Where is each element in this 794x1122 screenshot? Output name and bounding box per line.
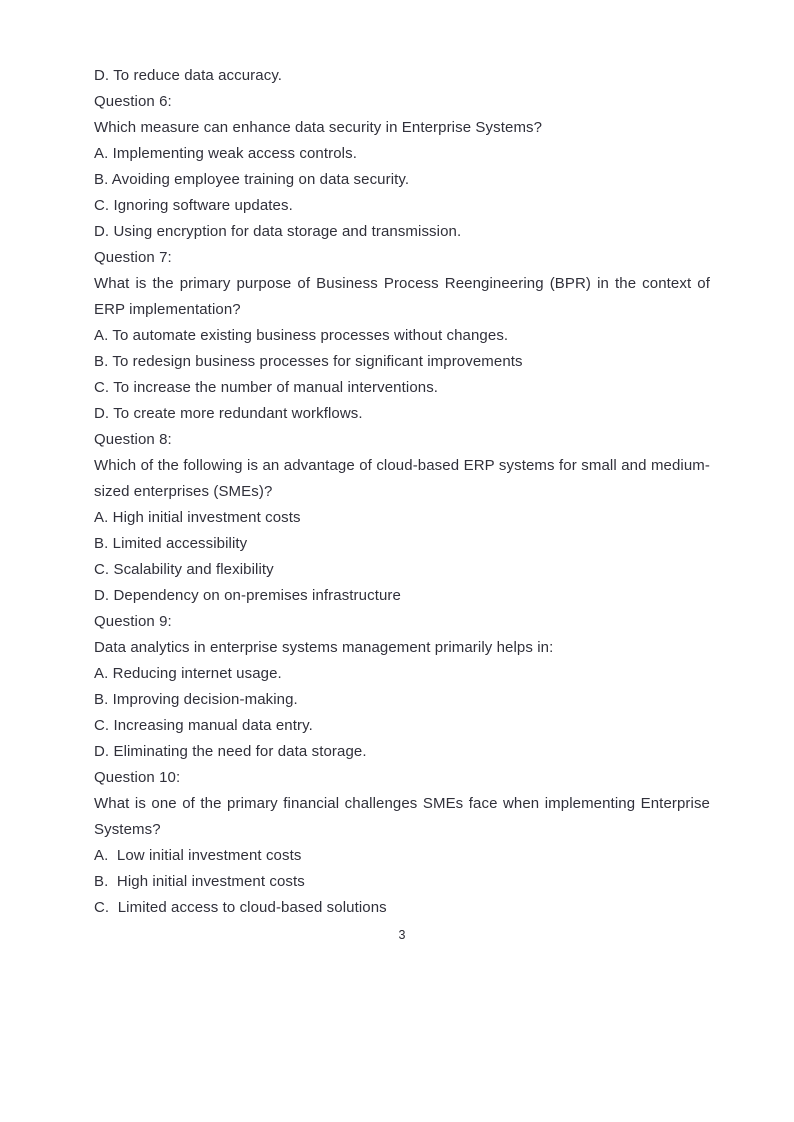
question-7-stem-line-2: ERP implementation? xyxy=(94,301,241,318)
question-6-option-a: A. Implementing weak access controls. xyxy=(94,145,357,162)
question-8-stem-line-1: Which of the following is an advantage of cloud-based ERP systems for small and medium- xyxy=(94,457,710,474)
question-10-stem-line-2: Systems? xyxy=(94,821,161,838)
question-6-option-b: B. Avoiding employee training on data security. xyxy=(94,171,410,188)
question-7-option-d: D. To create more redundant workflows. xyxy=(94,405,363,422)
question-7-label: Question 7: xyxy=(94,249,172,266)
question-10-label: Question 10: xyxy=(94,769,181,786)
question-8-option-d: D. Dependency on on-premises infrastructure xyxy=(94,587,401,604)
question-6-option-d: D. Using encryption for data storage and transmission. xyxy=(94,223,462,240)
question-8-label: Question 8: xyxy=(94,431,172,448)
question-9-label: Question 9: xyxy=(94,613,172,630)
carryover-option-d: D. To reduce data accuracy. xyxy=(94,67,283,84)
question-6-stem: Which measure can enhance data security in Enterprise Systems? xyxy=(94,119,543,136)
question-10-option-b: B. High initial investment costs xyxy=(94,873,305,890)
question-9-option-c: C. Increasing manual data entry. xyxy=(94,717,313,734)
question-8-option-b: B. Limited accessibility xyxy=(94,535,248,552)
question-10-stem-line-1: What is one of the primary financial challenges SMEs face when implementing Enterprise xyxy=(94,795,710,812)
question-7-option-c: C. To increase the number of manual interventions. xyxy=(94,379,439,396)
question-9-option-a: A. Reducing internet usage. xyxy=(94,665,282,682)
question-7-stem-line-1: What is the primary purpose of Business Process Reengineering (BPR) in the context of xyxy=(94,275,710,292)
question-8-option-a: A. High initial investment costs xyxy=(94,509,301,526)
question-9-option-d: D. Eliminating the need for data storage. xyxy=(94,743,367,760)
question-10-option-c: C. Limited access to cloud-based solutions xyxy=(94,899,387,916)
question-9-stem: Data analytics in enterprise systems management primarily helps in: xyxy=(94,639,554,656)
question-7-option-b: B. To redesign business processes for significant improvements xyxy=(94,353,523,370)
question-7-option-a: A. To automate existing business processes without changes. xyxy=(94,327,509,344)
question-6-label: Question 6: xyxy=(94,93,172,110)
question-text-block xyxy=(94,63,710,921)
question-8-option-c: C. Scalability and flexibility xyxy=(94,561,274,578)
question-9-option-b: B. Improving decision-making. xyxy=(94,691,298,708)
question-8-stem-line-2: sized enterprises (SMEs)? xyxy=(94,483,273,500)
page-number: 3 xyxy=(398,928,406,942)
question-6-option-c: C. Ignoring software updates. xyxy=(94,197,293,214)
question-10-option-a: A. Low initial investment costs xyxy=(94,847,302,864)
